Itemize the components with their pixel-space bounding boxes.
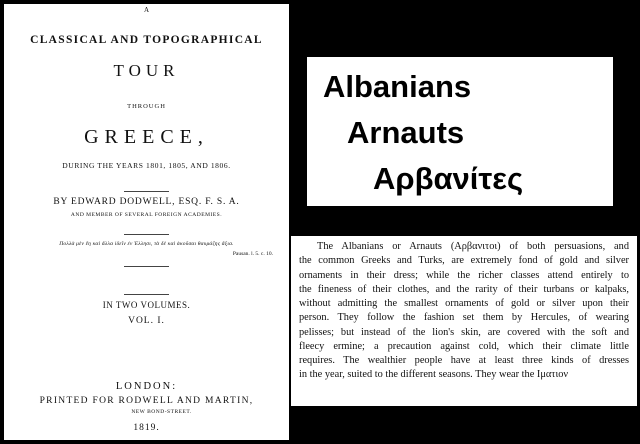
heading-arnauts: Arnauts [347, 115, 465, 150]
excerpt-line: ornaments in their dress; while the richer classes attend entirely to [299, 269, 629, 281]
excerpt-line: without admitting the smallest ornaments of gold or silver upon their [299, 298, 629, 309]
title-line-3: THROUGH [127, 103, 166, 110]
excerpt-line: the fineness of their clothes, and the rarity of their turbans or kalpaks, [299, 283, 629, 295]
author-line: BY EDWARD DODWELL, ESQ. F. S. A. [53, 197, 240, 207]
excerpt-line: person. They follow the fashion set them by Hercules, of wearing [299, 312, 629, 324]
author-note: AND MEMBER OF SEVERAL FOREIGN ACADEMIES. [70, 212, 223, 218]
divider-rule [124, 234, 169, 235]
title-line-2: TOUR [113, 61, 180, 80]
title-line-1: CLASSICAL AND TOPOGRAPHICAL [30, 34, 263, 46]
heading-albanians: Albanians [323, 69, 472, 104]
heading-arvanites-greek: Αρβανίτες [373, 161, 524, 196]
volume-count: IN TWO VOLUMES. [102, 300, 191, 310]
divider-rule [124, 266, 169, 267]
travel-years: DURING THE YEARS 1801, 1805, AND 1806. [62, 161, 231, 170]
excerpt-line: in the year, suited to the different seasons. They wear the Ιματιον [299, 369, 569, 381]
book-title-page [4, 4, 289, 440]
excerpt-line: fleecy ermine; a precaution against cold, which their climate little [299, 340, 629, 352]
heading-panel [307, 57, 613, 206]
signature-mark: A [143, 6, 150, 14]
divider-rule [124, 191, 169, 192]
printer-line: PRINTED FOR RODWELL AND MARTIN, [39, 396, 254, 406]
excerpt-line: the common Greeks and Turks, are extremely fond of gold and silver [299, 255, 629, 267]
excerpt-line: requires. The wealthier people have at least three kinds of dresses [299, 355, 629, 366]
epigraph-citation: Pausan. l. 5. c. 10. [232, 251, 273, 257]
publication-year: 1819. [133, 423, 160, 433]
excerpt-line: The Albanians or Arnauts (Αρβανιτοι) of both persuasions, and [317, 241, 629, 252]
publication-place: LONDON: [115, 381, 178, 392]
greek-epigraph: Πολλὰ μὲν ἔη καὶ ἄλλα ἰδεῖν ἐν Ἑλλησι, τὰ δὲ καὶ ἀκοῦσαι θαυμάζης ἄξια. [59, 241, 234, 247]
printer-street: NEW BOND-STREET. [131, 409, 192, 415]
title-line-4: GREECE, [84, 126, 209, 148]
excerpt-line: pelisses; but instead of the lion's skin, are covered with the soft and [299, 326, 629, 338]
book-excerpt [291, 236, 637, 406]
divider-rule [124, 294, 169, 295]
volume-number: VOL. I. [128, 316, 165, 326]
